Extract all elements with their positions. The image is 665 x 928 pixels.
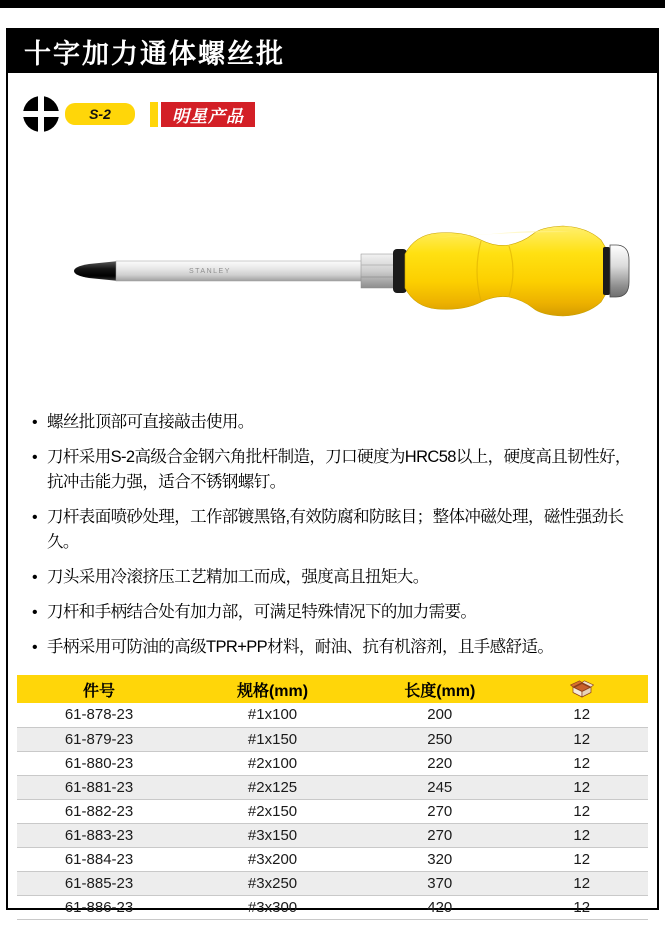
screwdriver-image — [71, 208, 631, 318]
cell-pack-qty: 12 — [515, 799, 648, 823]
cell-spec: #3x250 — [181, 871, 364, 895]
page-title-bar — [8, 30, 657, 73]
cell-length: 220 — [364, 751, 515, 775]
product-panel — [6, 28, 659, 916]
cell-part-number: 61-878-23 — [64, 706, 134, 724]
cell-part-number: 61-883-23 — [17, 823, 181, 847]
top-divider-bar — [0, 0, 665, 8]
cell-spec: #2x150 — [181, 799, 364, 823]
feature-text: 刀杆采用S-2高级合金钢六角批杆制造，刀口硬度为HRC58以上，硬度高且韧性好，抗冲击能力强，适合不锈钢螺钉。 — [47, 448, 631, 491]
col-header-part-number: 件号 — [17, 675, 181, 703]
shaft-brand-text: STANLEY — [189, 268, 231, 275]
feature-item — [32, 635, 635, 660]
cell-part-number: 61-885-23 — [17, 871, 181, 895]
cell-spec: #1x100 — [247, 706, 298, 724]
cell-length: 320 — [364, 847, 515, 871]
bullet-icon: • — [32, 604, 38, 621]
feature-item — [32, 600, 635, 625]
bullet-icon: • — [32, 509, 38, 526]
cell-length: 270 — [364, 799, 515, 823]
cell-length: 245 — [364, 775, 515, 799]
cell-part-number: 61-882-23 — [17, 799, 181, 823]
cell-length: 250 — [364, 727, 515, 751]
feature-text: 手柄采用可防油的高级TPR+PP材料，耐油、抗有机溶剂，且手感舒适。 — [47, 638, 554, 656]
cell-spec: #3x150 — [181, 823, 364, 847]
cell-part-number: 61-886-23 — [17, 895, 181, 919]
feature-text: 刀头采用冷滚挤压工艺精加工而成，强度高且扭矩大。 — [47, 568, 429, 586]
star-product-badge — [161, 102, 255, 127]
cell-spec: #2x100 — [181, 751, 364, 775]
cell-spec: #1x150 — [181, 727, 364, 751]
feature-item — [32, 410, 635, 435]
cap-ring — [603, 247, 610, 295]
feature-item — [32, 505, 635, 555]
cell-pack-qty: 12 — [515, 895, 648, 919]
spec-table — [17, 675, 648, 920]
cell-pack-qty: 12 — [515, 823, 648, 847]
table-row — [17, 751, 648, 775]
spec-table-header-row — [17, 675, 648, 703]
cell-spec: #2x125 — [181, 775, 364, 799]
cell-length: 200 — [427, 706, 453, 724]
feature-text: 刀杆表面喷砂处理，工作部镀黑铬,有效防腐和防眩目；整体冲磁处理，磁性强劲长久。 — [47, 508, 624, 551]
col-header-pack-qty — [515, 675, 648, 703]
cell-part-number: 61-884-23 — [17, 847, 181, 871]
page-title: 十字加力通体螺丝批 — [24, 39, 285, 69]
box-icon — [570, 680, 594, 698]
cell-pack-qty: 12 — [515, 727, 648, 751]
feature-text: 螺丝批顶部可直接敲击使用。 — [47, 413, 254, 431]
bullet-icon: • — [32, 569, 38, 586]
strike-cap — [610, 245, 629, 297]
bullet-icon: • — [32, 449, 38, 466]
cell-part-number: 61-880-23 — [17, 751, 181, 775]
cell-part-number: 61-879-23 — [17, 727, 181, 751]
cell-pack-qty: 12 — [515, 871, 648, 895]
phillips-cross-icon — [22, 95, 60, 133]
feature-item — [32, 445, 635, 495]
shaft — [116, 261, 364, 281]
cell-pack-qty: 12 — [515, 847, 648, 871]
table-row — [17, 727, 648, 751]
material-badge-label: S-2 — [89, 106, 111, 122]
cell-pack-qty: 12 — [515, 775, 648, 799]
cell-pack-qty: 12 — [573, 706, 591, 724]
star-product-label: 明星产品 — [172, 106, 244, 126]
cell-spec: #3x300 — [181, 895, 364, 919]
table-row — [17, 871, 648, 895]
feature-text: 刀杆和手柄结合处有加力部，可满足特殊情况下的加力需要。 — [47, 603, 477, 621]
col-header-length: 长度(mm) — [364, 675, 515, 703]
cell-length: 270 — [364, 823, 515, 847]
table-row — [17, 823, 648, 847]
badges-row — [22, 94, 657, 134]
table-row — [17, 703, 648, 727]
table-row — [17, 799, 648, 823]
bullet-icon: • — [32, 414, 38, 431]
phillips-tip — [74, 261, 119, 281]
table-row — [17, 895, 648, 919]
product-image-row — [8, 208, 657, 320]
cell-pack-qty: 12 — [515, 751, 648, 775]
star-product-badge-group — [150, 102, 255, 127]
handle-body — [405, 226, 607, 316]
cell-length: 370 — [364, 871, 515, 895]
cell-length: 420 — [364, 895, 515, 919]
bullet-icon: • — [32, 639, 38, 656]
material-badge — [65, 103, 135, 125]
feature-item — [32, 565, 635, 590]
table-row — [17, 775, 648, 799]
cell-part-number: 61-881-23 — [17, 775, 181, 799]
hex-bolster — [361, 254, 395, 288]
table-row — [17, 847, 648, 871]
star-badge-stripe — [150, 102, 158, 127]
feature-list — [8, 410, 657, 660]
cell-spec: #3x200 — [181, 847, 364, 871]
col-header-spec: 规格(mm) — [181, 675, 364, 703]
